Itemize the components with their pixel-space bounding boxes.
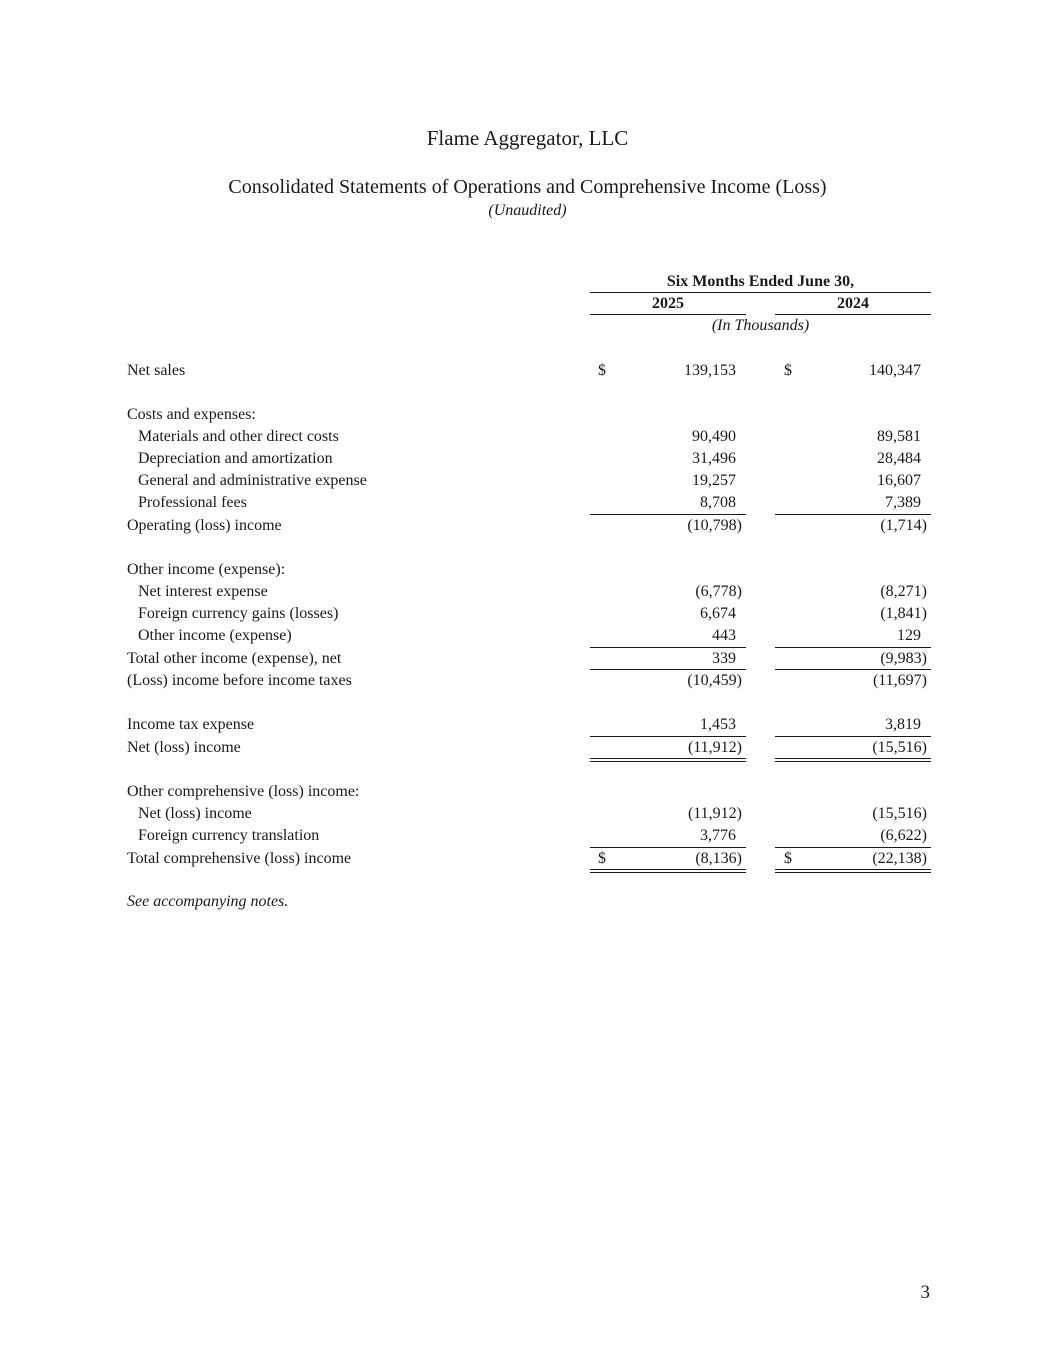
- value-2025: (11,912): [687, 805, 742, 822]
- currency-symbol: $: [598, 362, 606, 379]
- currency-symbol: $: [784, 362, 792, 379]
- year-2024-header: 2024: [837, 295, 869, 312]
- row-label: Net sales: [127, 362, 186, 379]
- total-double-rule: [590, 869, 746, 873]
- total-double-rule: [775, 869, 931, 873]
- statement-title: Consolidated Statements of Operations and Comprehensive Income (Loss): [228, 176, 827, 198]
- row-label: Income tax expense: [127, 716, 255, 733]
- row-oci-net-income: [0, 803, 1055, 825]
- value-2024: (15,516): [872, 805, 927, 822]
- value-2024: (8,271): [880, 583, 927, 600]
- row-fx-translation: [0, 825, 1055, 847]
- statement-subtitle: (Unaudited): [488, 202, 567, 219]
- value-2025: (11,912): [687, 739, 742, 756]
- accompanying-notes: See accompanying notes.: [127, 893, 289, 910]
- row-income-tax: [0, 714, 1055, 736]
- row-net-income: [0, 737, 1055, 759]
- row-label: Materials and other direct costs: [138, 428, 339, 445]
- row-label: Net (loss) income: [127, 739, 241, 756]
- row-label: Operating (loss) income: [127, 517, 282, 534]
- units-note: (In Thousands): [711, 317, 810, 334]
- row-general-administrative: [0, 470, 1055, 492]
- value-2024: (15,516): [872, 739, 927, 756]
- period-header: Six Months Ended June 30,: [666, 273, 855, 290]
- value-2025: (6,778): [695, 583, 742, 600]
- row-label: General and administrative expense: [138, 472, 367, 489]
- row-costs-header: [0, 404, 1055, 426]
- value-2024: 16,607: [877, 472, 921, 489]
- value-2025: (8,136): [695, 850, 742, 867]
- row-total-other: [0, 648, 1055, 670]
- value-2024: 3,819: [885, 716, 921, 733]
- period-header-rule: [590, 292, 931, 293]
- value-2025: 1,453: [700, 716, 736, 733]
- row-other-header: [0, 559, 1055, 581]
- value-2024: 89,581: [877, 428, 921, 445]
- value-2025: 443: [712, 627, 736, 644]
- company-name: Flame Aggregator, LLC: [426, 126, 629, 150]
- currency-symbol: $: [598, 850, 606, 867]
- value-2024: 28,484: [877, 450, 921, 467]
- year-2025-rule: [590, 314, 746, 315]
- value-2024: (1,714): [880, 517, 927, 534]
- page-number: 3: [920, 1282, 930, 1303]
- value-2024: 7,389: [885, 494, 921, 511]
- row-label: Foreign currency translation: [138, 827, 320, 844]
- value-2025: 90,490: [692, 428, 736, 445]
- row-net-sales: [0, 360, 1055, 382]
- row-interest-expense: [0, 581, 1055, 603]
- value-2025: 8,708: [700, 494, 736, 511]
- row-label: Total other income (expense), net: [127, 650, 342, 667]
- section-label: Costs and expenses:: [127, 406, 256, 423]
- total-double-rule: [590, 758, 746, 762]
- year-2025-header: 2025: [652, 295, 684, 312]
- total-double-rule: [775, 758, 931, 762]
- value-2025: (10,798): [687, 517, 742, 534]
- value-2024: 140,347: [869, 362, 921, 379]
- row-pretax-income: [0, 670, 1055, 692]
- value-2025: 19,257: [692, 472, 736, 489]
- row-label: Other income (expense): [138, 627, 292, 644]
- value-2025: (10,459): [687, 672, 742, 689]
- value-2024: (9,983): [880, 650, 927, 667]
- value-2025: 31,496: [692, 450, 736, 467]
- row-total-comprehensive: [0, 848, 1055, 870]
- value-2024: (11,697): [872, 672, 927, 689]
- value-2024: (22,138): [872, 850, 927, 867]
- value-2025: 6,674: [700, 605, 736, 622]
- section-label: Other comprehensive (loss) income:: [127, 783, 360, 800]
- row-label: Professional fees: [138, 494, 247, 511]
- value-2025: 339: [712, 650, 736, 667]
- row-other-income: [0, 625, 1055, 647]
- value-2024: (6,622): [880, 827, 927, 844]
- year-2024-rule: [775, 314, 931, 315]
- row-label: Net interest expense: [138, 583, 268, 600]
- row-oci-header: [0, 781, 1055, 803]
- currency-symbol: $: [784, 850, 792, 867]
- row-professional-fees: [0, 492, 1055, 514]
- value-2025: 3,776: [700, 827, 736, 844]
- section-label: Other income (expense):: [127, 561, 286, 578]
- value-2024: 129: [897, 627, 921, 644]
- row-materials: [0, 426, 1055, 448]
- row-operating-income: [0, 515, 1055, 537]
- value-2024: (1,841): [880, 605, 927, 622]
- row-label: Total comprehensive (loss) income: [127, 850, 352, 867]
- row-label: Foreign currency gains (losses): [138, 605, 339, 622]
- row-label: (Loss) income before income taxes: [127, 672, 352, 689]
- value-2025: 139,153: [684, 362, 736, 379]
- row-label: Depreciation and amortization: [138, 450, 333, 467]
- row-label: Net (loss) income: [138, 805, 252, 822]
- row-depreciation: [0, 448, 1055, 470]
- row-fx-gains: [0, 603, 1055, 625]
